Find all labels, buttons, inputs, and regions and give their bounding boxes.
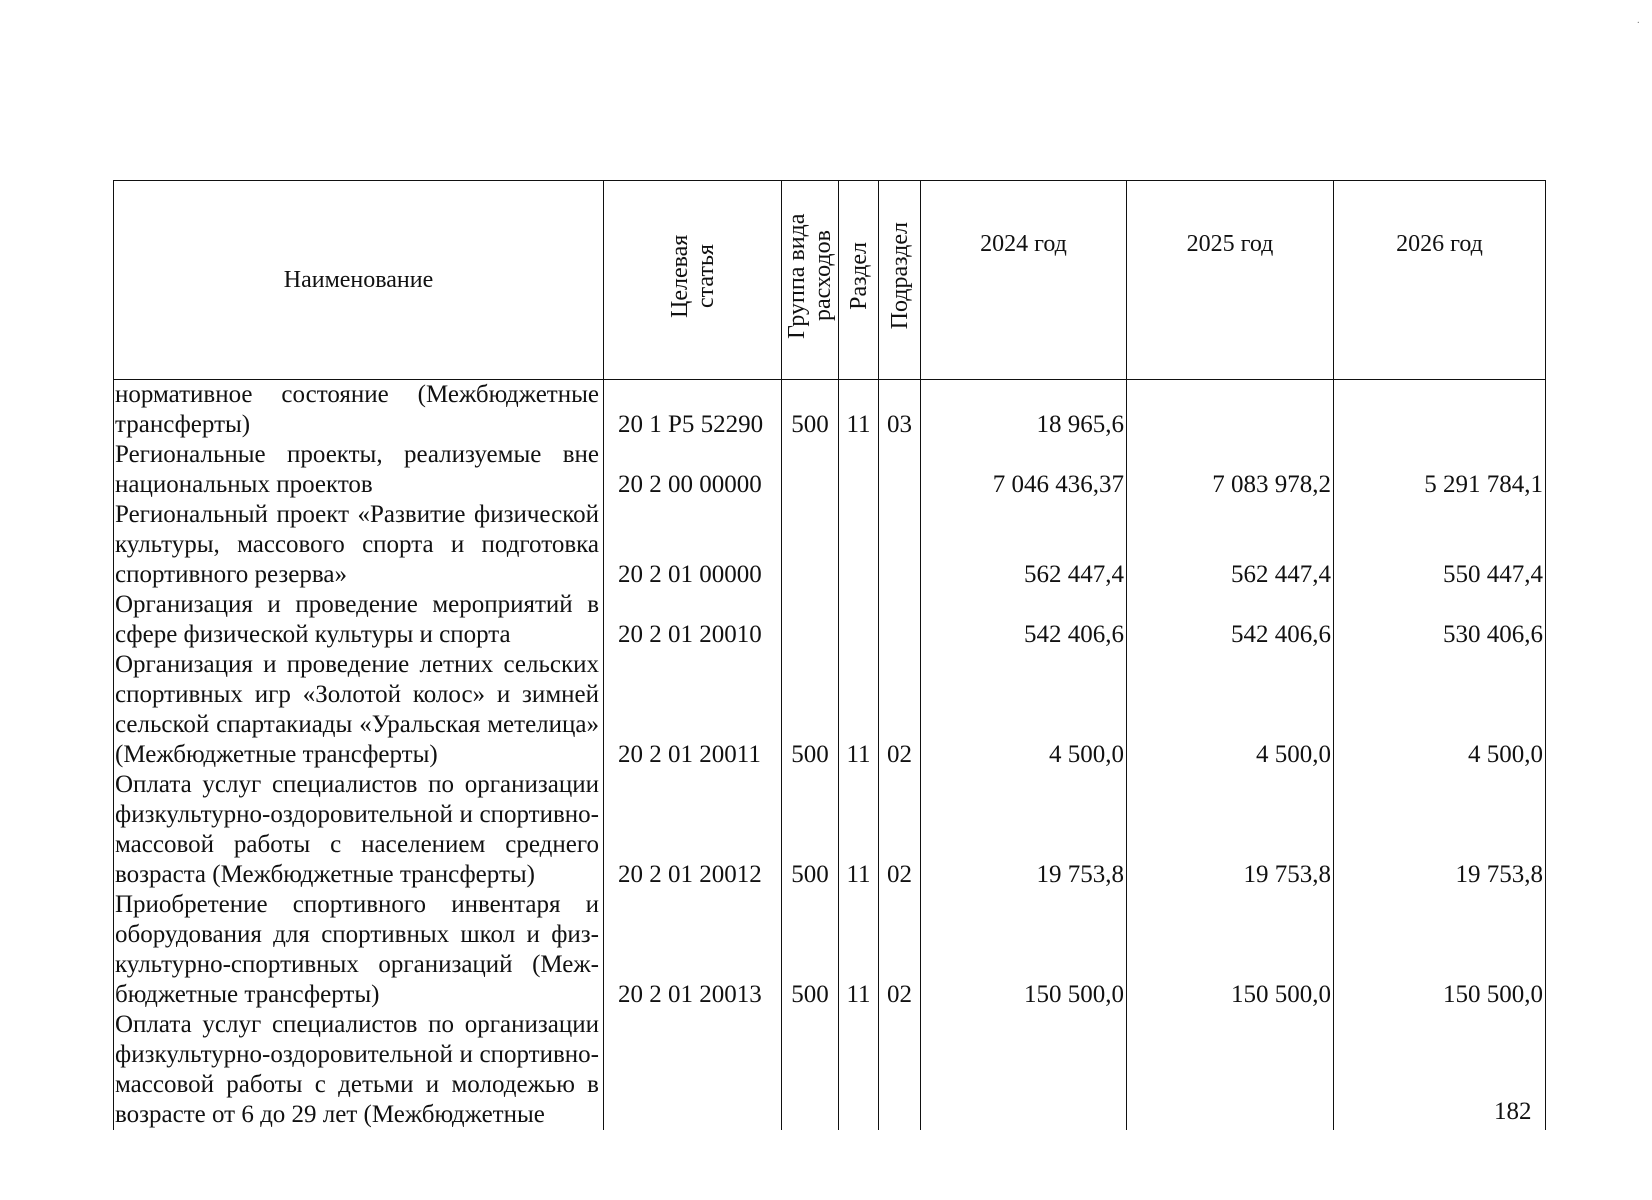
row-section: 11 xyxy=(839,890,879,1010)
row-value-2024 xyxy=(921,1010,1127,1130)
row-section xyxy=(839,440,879,500)
row-target-article: 20 2 01 00000 xyxy=(604,500,782,590)
row-value-2025: 562 447,4 xyxy=(1127,500,1334,590)
row-expense-group xyxy=(782,1010,839,1130)
header-expense-group: Группа вида расходов xyxy=(782,181,839,380)
row-value-2026: 530 406,6 xyxy=(1334,590,1546,650)
header-subsection: Подраздел xyxy=(879,181,921,380)
table-header xyxy=(114,181,1546,380)
row-target-article: 20 2 01 20011 xyxy=(604,650,782,770)
table-row xyxy=(114,890,1546,1010)
row-value-2025: 19 753,8 xyxy=(1127,770,1334,890)
row-expense-group xyxy=(782,500,839,590)
row-value-2025 xyxy=(1127,1010,1334,1130)
row-subsection: 02 xyxy=(879,770,921,890)
corner-mark: · xyxy=(1636,18,1640,29)
row-value-2024: 562 447,4 xyxy=(921,500,1127,590)
table-row xyxy=(114,500,1546,590)
row-target-article: 20 2 01 20012 xyxy=(604,770,782,890)
header-year-2025: 2025 год xyxy=(1127,181,1334,380)
row-expense-group: 500 xyxy=(782,890,839,1010)
row-name: Организация и проведение мероприятий в сфере физической культуры и спорта xyxy=(114,590,604,650)
row-name: Региональный проект «Развитие физической культуры, массового спорта и подготовка спортивного резерва» xyxy=(114,500,604,590)
row-subsection: 02 xyxy=(879,890,921,1010)
row-name: Организация и проведение летних сельских спортивных игр «Золотой колос» и зимней сельской спартакиады «Уральская метелица» (Межбюджетные трансферты) xyxy=(114,650,604,770)
row-value-2026: 19 753,8 xyxy=(1334,770,1546,890)
header-target-article: Целевая статья xyxy=(604,181,782,380)
row-section xyxy=(839,590,879,650)
header-year-2026: 2026 год xyxy=(1334,181,1546,380)
header-name: Наименование xyxy=(114,181,604,380)
row-value-2026: 4 500,0 xyxy=(1334,650,1546,770)
row-expense-group: 500 xyxy=(782,650,839,770)
row-value-2025 xyxy=(1127,380,1334,441)
row-name: Региональные проекты, реализуемые вне национальных проектов xyxy=(114,440,604,500)
row-name: Приобретение спортивного инвентаря и оборудования для спортивных школ и физкультурно-спортивных организаций (Межбюджетные трансферты) xyxy=(114,890,604,1010)
row-value-2025: 7 083 978,2 xyxy=(1127,440,1334,500)
table-row xyxy=(114,440,1546,500)
row-target-article: 20 2 01 20013 xyxy=(604,890,782,1010)
header-section: Раздел xyxy=(839,181,879,380)
row-name: нормативное состояние (Межбюджетные трансферты) xyxy=(114,380,604,441)
row-target-article xyxy=(604,1010,782,1130)
header-year-2024: 2024 год xyxy=(921,181,1127,380)
row-value-2026 xyxy=(1334,380,1546,441)
row-subsection xyxy=(879,500,921,590)
row-subsection xyxy=(879,1010,921,1130)
table-row xyxy=(114,380,1546,441)
row-value-2025: 150 500,0 xyxy=(1127,890,1334,1010)
row-section: 11 xyxy=(839,380,879,441)
row-value-2026: 5 291 784,1 xyxy=(1334,440,1546,500)
row-value-2026: 550 447,4 xyxy=(1334,500,1546,590)
row-value-2024: 542 406,6 xyxy=(921,590,1127,650)
row-section xyxy=(839,1010,879,1130)
table-row xyxy=(114,770,1546,890)
table-row xyxy=(114,650,1546,770)
table-row xyxy=(114,590,1546,650)
row-section: 11 xyxy=(839,770,879,890)
row-subsection xyxy=(879,440,921,500)
row-subsection xyxy=(879,590,921,650)
row-name: Оплата услуг специалистов по организации физкультурно-оздоровительной и спортивно-массовой работы с населением среднего возраста (Межбюджетные трансферты) xyxy=(114,770,604,890)
row-value-2024: 19 753,8 xyxy=(921,770,1127,890)
budget-table xyxy=(113,180,1546,1130)
table-row xyxy=(114,1010,1546,1130)
row-section xyxy=(839,500,879,590)
row-expense-group: 500 xyxy=(782,380,839,441)
row-subsection: 02 xyxy=(879,650,921,770)
row-target-article: 20 2 00 00000 xyxy=(604,440,782,500)
row-expense-group: 500 xyxy=(782,770,839,890)
row-value-2025: 542 406,6 xyxy=(1127,590,1334,650)
row-target-article: 20 2 01 20010 xyxy=(604,590,782,650)
row-value-2024: 150 500,0 xyxy=(921,890,1127,1010)
row-value-2025: 4 500,0 xyxy=(1127,650,1334,770)
page-number: 182 xyxy=(1494,1098,1532,1125)
row-target-article: 20 1 P5 52290 xyxy=(604,380,782,441)
row-value-2024: 7 046 436,37 xyxy=(921,440,1127,500)
row-name: Оплата услуг специалистов по организации физкультурно-оздоровительной и спортивно-массовой работы с детьми и молодежью в возрасте от 6 до 29 лет (Межбюджетные xyxy=(114,1010,604,1130)
row-value-2026: 150 500,0 xyxy=(1334,890,1546,1010)
row-expense-group xyxy=(782,440,839,500)
row-section: 11 xyxy=(839,650,879,770)
row-value-2024: 18 965,6 xyxy=(921,380,1127,441)
table-body xyxy=(114,380,1546,1131)
row-subsection: 03 xyxy=(879,380,921,441)
row-expense-group xyxy=(782,590,839,650)
row-value-2024: 4 500,0 xyxy=(921,650,1127,770)
